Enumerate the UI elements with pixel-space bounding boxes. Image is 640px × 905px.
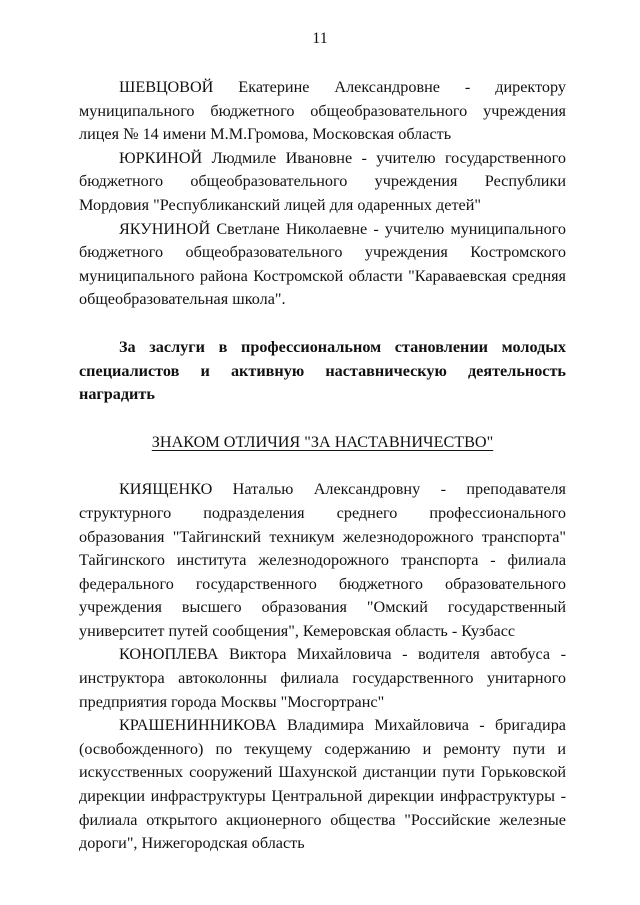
recipient-paragraph: ЮРКИНОЙ Людмиле Ивановне - учителю государственного бюджетного общеобразовательного учреждения Республики Мордовия "Республиканский лицей для одаренных детей" <box>79 148 566 214</box>
spacer <box>79 312 566 336</box>
recipient-paragraph: КРАШЕНИННИКОВА Владимира Михайловича - бригадира (освобожденного) по текущему содержанию и ремонту пути и искусственных сооружений Шахунской дистанции пути Горьковской дирекции инфраструктуры Центральной дирекции инфраструктуры - филиала открытого акционерного общества "Российские железные дороги", Нижегородская область <box>79 716 566 853</box>
spacer <box>79 454 566 478</box>
decree-paragraph: За заслуги в профессиональном становлении молодых специалистов и активную наставническую деятельность наградить <box>79 337 566 404</box>
recipient-paragraph: ШЕВЦОВОЙ Екатерине Александровне - директору муниципального бюджетного общеобразовательного учреждения лицея № 14 имени М.М.Громова, Московская область <box>79 78 566 144</box>
recipient-paragraph: КИЯЩЕНКО Наталью Александровну - преподавателя структурного подразделения среднего профессионального образования "Тайгинский техникум железнодорожного транспорта" Тайгинского института железнодорожного транспорта - филиала федерального государственного бюджетного образовательного учреждения высшего образования "Омский государственный университет путей сообщения", Кемеровская область - Кузбасс <box>79 480 566 640</box>
spacer <box>79 407 566 431</box>
page-number: 11 <box>312 30 328 47</box>
recipient-paragraph: ЯКУНИНОЙ Светлане Николаевне - учителю муниципального бюджетного общеобразовательного учреждения Костромского муниципального района Костромской области "Караваевская средняя общеобразовательная школа". <box>79 219 566 309</box>
award-title: ЗНАКОМ ОТЛИЧИЯ "ЗА НАСТАВНИЧЕСТВО" <box>151 432 494 451</box>
document-body <box>79 76 566 856</box>
recipient-paragraph: КОНОПЛЕВА Виктора Михайловича - водителя автобуса - инструктора автоколонны филиала государственного унитарного предприятия города Москвы "Мосгортранс" <box>79 645 566 711</box>
